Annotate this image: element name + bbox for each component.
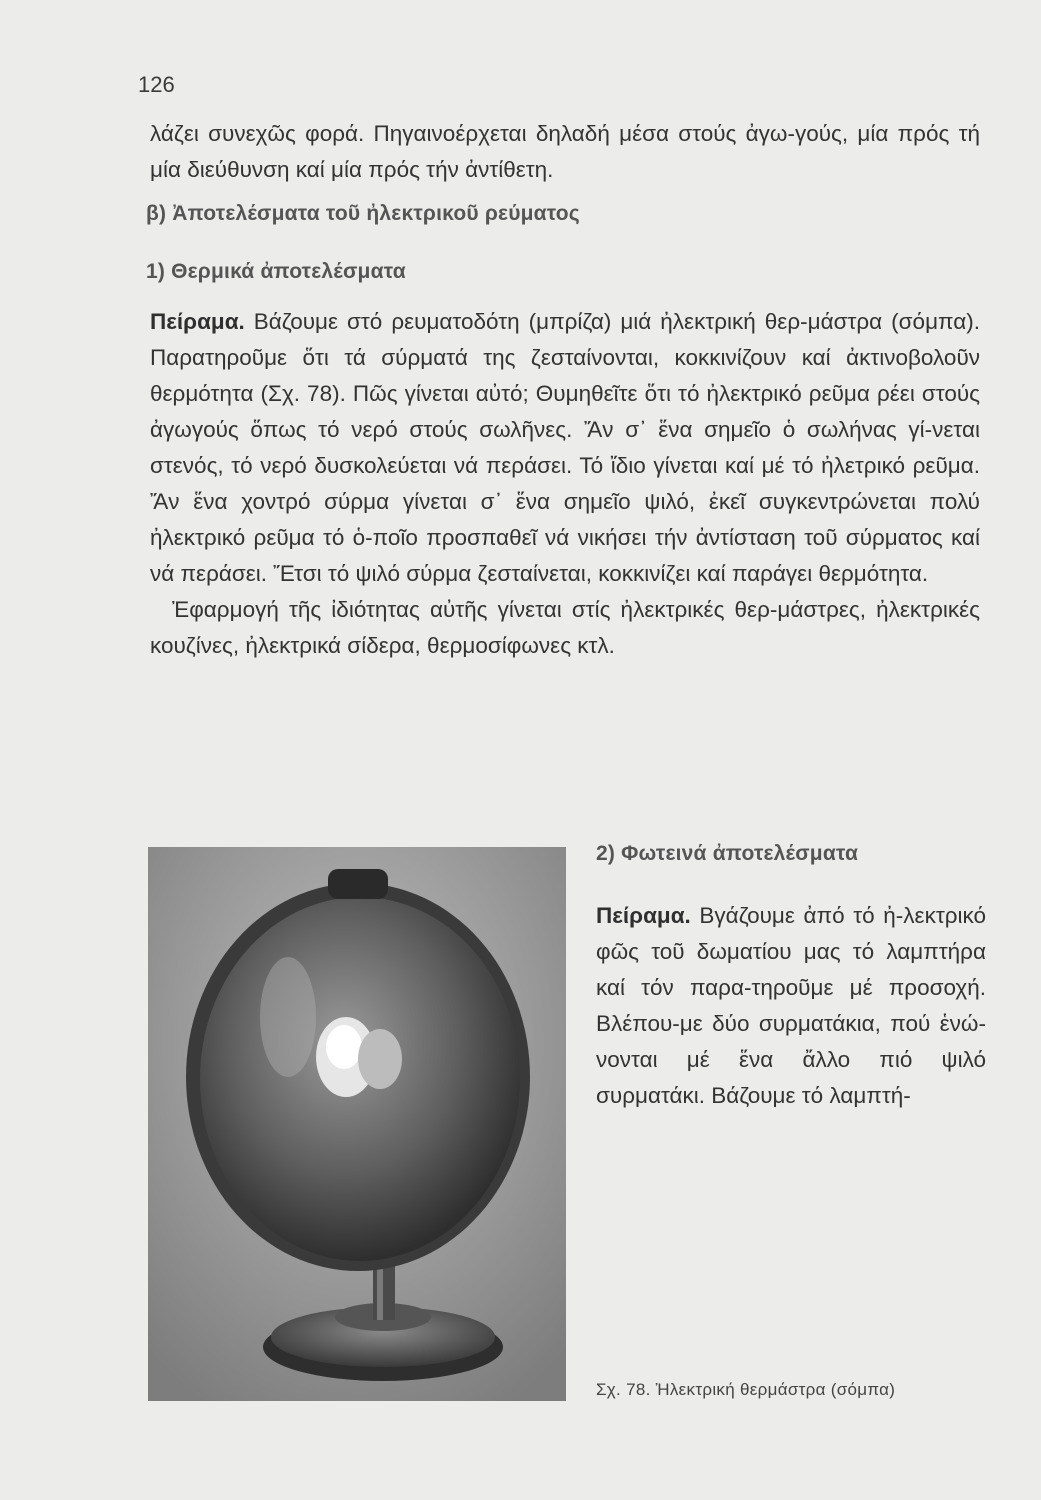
subsection-heading-thermal: 1) Θερμικά ἀποτελέσματα [146, 260, 406, 283]
heater-photo [148, 847, 566, 1401]
experiment-paragraph [150, 304, 980, 592]
continuation-text: λάζει συνεχῶς φορά. Πηγαινοέρχεται δηλαδή μέσα στούς ἀγω-γούς, μία πρός τή μία διεύθυνση καί μία πρός τήν ἀντίθετη. [150, 121, 980, 182]
experiment-lead: Πείραμα. [150, 309, 245, 334]
thermal-experiment-block [150, 304, 980, 664]
subsection-heading-light: 2) Φωτεινά ἀποτελέσματα [596, 842, 859, 865]
experiment-text: Βάζουμε στό ρευματοδότη (μπρίζα) μιά ἠλεκτρική θερ-μάστρα (σόμπα). Παρατηροῦμε ὅτι τά σύρματά της ζεσταίνονται, κοκκινίζουν καί ἀκτινοβολοῦν θερμότητα (Σχ. 78). Πῶς γίνεται αὐτό; Θυμηθεῖτε ὅτι τό ἠλεκτρικό ρεῦμα ρέει στούς ἀγωγούς ὅπως τό νερό στούς σωλῆνες. Ἄν σ᾽ ἕνα σημεῖο ὁ σωλήνας γί-νεται στενός, τό νερό δυσκολεύεται νά περάσει. Τό ἴδιο γίνεται καί μέ τό ἠλετρικό ρεῦμα. Ἄν ἕνα χοντρό σύρμα γίνεται σ᾽ ἕνα σημεῖο ψιλό, ἐκεῖ συγκεντρώνεται πολύ ἠλεκτρικό ρεῦμα τό ὁ-ποῖο προσπαθεῖ νά νικήσει τήν ἀντίσταση τοῦ σύρματος καί νά περάσει. Ἔτσι τό ψιλό σύρμα ζεσταίνεται, κοκκινίζει καί παράγει θερμότητα. [150, 309, 980, 586]
page-number: 126 [138, 72, 175, 97]
electric-heater-image [148, 847, 566, 1401]
experiment-paragraph-2 [596, 898, 986, 1114]
experiment-text-2: Βγάζουμε ἀπό τό ἠ-λεκτρικό φῶς τοῦ δωματίου μας τό λαμπτήρα καί τόν παρα-τηροῦμε μέ προσοχή. Βλέπου-με δύο συρματάκια, πού ἑνώ-νονται μέ ἕνα ἄλλο πιό ψιλό συρματάκι. Βάζουμε τό λαμπτή- [596, 903, 986, 1108]
light-experiment-block [596, 898, 986, 1114]
section-heading-effects: β) Ἀποτελέσματα τοῦ ἠλεκτρικοῦ ρεύματος [146, 202, 580, 225]
application-paragraph: Ἐφαρμογή τῆς ἰδιότητας αὐτῆς γίνεται στίς ἠλεκτρικές θερ-μάστρες, ἠλεκτρικές κουζίνες, ἠλεκτρικά σίδερα, θερμοσίφωνες κτλ. [150, 597, 980, 658]
figure-caption: Σχ. 78. Ἠλεκτρική θερμάστρα (σόμπα) [596, 1380, 896, 1399]
continuation-paragraph [150, 116, 980, 188]
experiment-lead-2: Πείραμα. [596, 903, 691, 928]
